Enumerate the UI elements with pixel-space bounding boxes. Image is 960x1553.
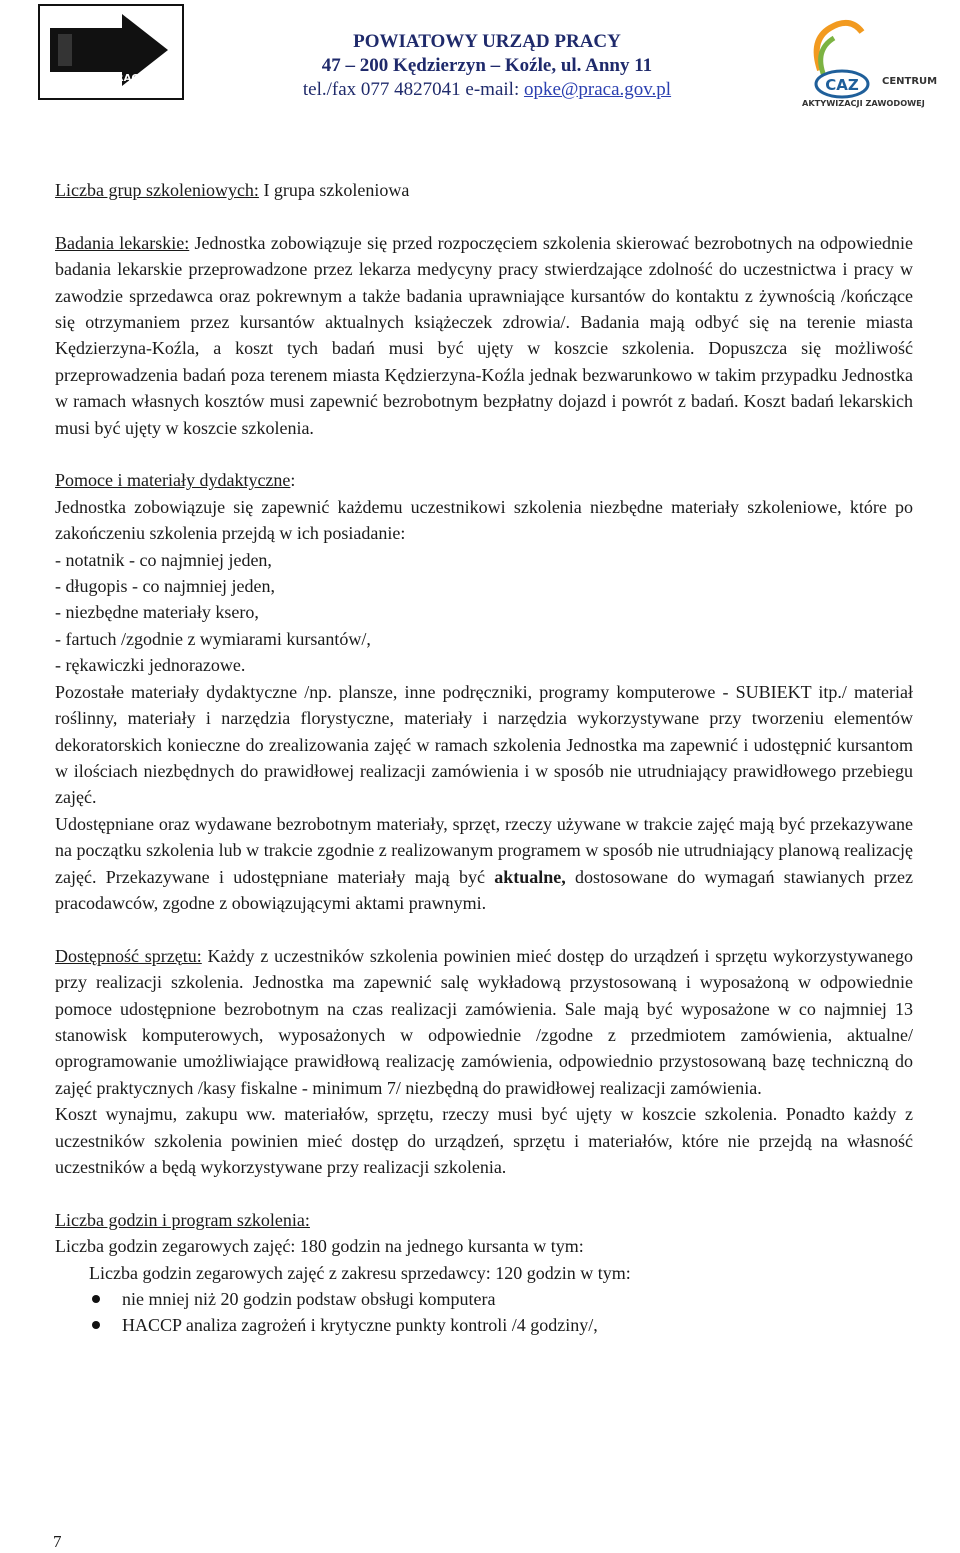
materials-heading-line bbox=[55, 467, 913, 493]
office-header bbox=[262, 30, 712, 102]
hours-heading-line bbox=[55, 1207, 913, 1233]
materials-item: - notatnik - co najmniej jeden, bbox=[55, 549, 272, 570]
office-contact bbox=[262, 78, 712, 102]
office-email-link[interactable]: opke@praca.gov.pl bbox=[523, 79, 672, 100]
hours-bullet-list bbox=[55, 1286, 913, 1339]
materials-shared-suffix: dostosowane do wymagań stawianych przez pracodawców, zgodne z obowiązującymi aktami prawnymi. bbox=[55, 866, 914, 913]
caz-centrum: CENTRUM bbox=[882, 76, 938, 87]
groups-text: I grupa szkoleniowa bbox=[258, 180, 410, 200]
materials-shared-bold: aktualne, bbox=[494, 866, 566, 887]
medical-text: Jednostka zobowiązuje się przed rozpoczęciem szkolenia skierować bezrobotnych na odpowiednie badania lekarskie przeprowadzone przez lekarza medycyny pracy stwierdzające zdolność do uczestnictwa i pracy w zawodzie sprzedawca oraz pokrewnym a także badania uprawniające kursantów do kontaktu z żywnością /kończące się otrzymaniem przez kursantów aktualnych książeczek zdrowia/. Badania mają odbyć się na terenie miasta Kędzierzyna-Koźla, a koszt tych badań musi być ujęty w koszcie szkolenia. Dopuszcza się możliwość przeprowadzenia badań poza terenem miasta Kędzierzyna-Koźla jednak bezwarunkowo w takim przypadku Jednostka w ramach własnych kosztów musi zapewnić bezrobotnym bezpłatny dojazd i powrót z badań. Koszt badań lekarskich musi być ujęty w koszcie szkolenia. bbox=[55, 232, 913, 438]
equipment-paragraph bbox=[55, 943, 913, 1101]
caz-subtitle: AKTYWIZACJI ZAWODOWEJ bbox=[802, 98, 925, 108]
medical-heading: Badania lekarskie: bbox=[55, 232, 190, 253]
urzad-pracy-logo bbox=[38, 4, 184, 100]
materials-item: - długopis - co najmniej jeden, bbox=[55, 576, 275, 597]
materials-other: Pozostałe materiały dydaktyczne /np. plansze, inne podręczniki, programy komputerowe - SUBIEKT itp./ materiał roślinny, materiały i narzędzia florystyczne, materiały i narzędzia wykorzystywane przy tworzeniu elementów dekoratorskich konieczne do zrealizowania zajęć w ramach szkolenia Jednostka ma zapewnić i udostępnić kursantom w ilościach niezbędnych do prawidłowej realizacji zamówienia i w sposób nie utrudniający prawidłowego przebiegu zajęć. bbox=[55, 681, 913, 808]
groups-heading: Liczba grup szkoleniowych: bbox=[55, 180, 259, 200]
hours-total: Liczba godzin zegarowych zajęć: 180 godzin na jednego kursanta w tym: bbox=[55, 1236, 584, 1257]
list-item: HACCP analiza zagrożeń i krytyczne punkty kontroli /4 godziny/, bbox=[55, 1312, 913, 1338]
materials-shared bbox=[55, 811, 913, 917]
office-phone: tel./fax 077 4827041 e-mail: bbox=[302, 79, 524, 100]
equipment-heading: Dostępność sprzętu: bbox=[55, 945, 202, 966]
materials-intro: Jednostka zobowiązuje się zapewnić każdemu uczestnikowi szkolenia niezbędne materiały szkoleniowe, które po zakończeniu szkolenia przejdą w ich posiadanie: bbox=[55, 496, 913, 544]
materials-item: - niezbędne materiały ksero, bbox=[55, 602, 259, 623]
hours-seller: Liczba godzin zegarowych zajęć z zakresu sprzedawcy: 120 godzin w tym: bbox=[89, 1262, 631, 1283]
page-number: 7 bbox=[53, 1532, 62, 1551]
list-item: nie mniej niż 20 godzin podstaw obsługi komputera bbox=[55, 1286, 913, 1312]
hours-heading: Liczba godzin i program szkolenia: bbox=[55, 1209, 310, 1230]
equipment-cost: Koszt wynajmu, zakupu ww. materiałów, sprzętu, rzeczy musi być ujęty w koszcie szkolenia. Ponadto każdy z uczestników szkolenia powinien mieć dostęp do urządzeń, sprzętu i materiałów, które nie przejdą na własność uczestników a będą wykorzystywane przy realizacji szkolenia. bbox=[55, 1104, 913, 1177]
caz-text: CAZ bbox=[825, 76, 859, 94]
equipment-text: Każdy z uczestników szkolenia powinien mieć dostęp do urządzeń i sprzętu wykorzystywanego przy realizacji szkolenia. Jednostka ma zapewnić salę wykładową przystosowaną i wyposażoną w odpowiednie pomoce udostępnione bezrobotnym na czas realizacji zamówienia. Sale mają być wyposażone w co najmniej 13 stanowisk komputerowych, wyposażonych w odpowiednie /zgodne z przedmiotem zamówienia, aktualne/ oprogramowanie umożliwiające prawidłową realizację zamówienia, odpowiednio przystosowaną bazę techniczną do zajęć praktycznych /kasy fiskalne - minimum 7/ niezbędną do prawidłowej realizacji zamówienia. bbox=[55, 945, 914, 1098]
groups-paragraph bbox=[55, 177, 913, 203]
materials-heading: Pomoce i materiały dydaktyczne bbox=[55, 470, 291, 491]
office-address: 47 – 200 Kędzierzyn – Koźle, ul. Anny 11 bbox=[321, 55, 653, 76]
materials-item: - rękawiczki jednorazowe. bbox=[55, 655, 246, 676]
materials-shared-prefix: Udostępniane oraz wydawane bezrobotnym materiały, sprzęt, rzeczy używane w trakcie zajęć mają być przekazywane na początku szkolenia lub w trakcie zgodnie z realizowanym programem w sposób nie utrudniający planową realizację zajęć. Przekazywane i udostępniane materiały mają być bbox=[55, 813, 913, 887]
document-body bbox=[55, 177, 913, 1339]
medical-paragraph bbox=[55, 230, 913, 441]
logo-left-text: URZĄD PRACY bbox=[66, 73, 146, 84]
materials-item: - fartuch /zgodnie z wymiarami kursantów/, bbox=[55, 628, 371, 649]
office-name: POWIATOWY URZĄD PRACY bbox=[353, 31, 621, 52]
materials-heading-colon: : bbox=[290, 470, 296, 491]
caz-logo bbox=[800, 10, 945, 110]
